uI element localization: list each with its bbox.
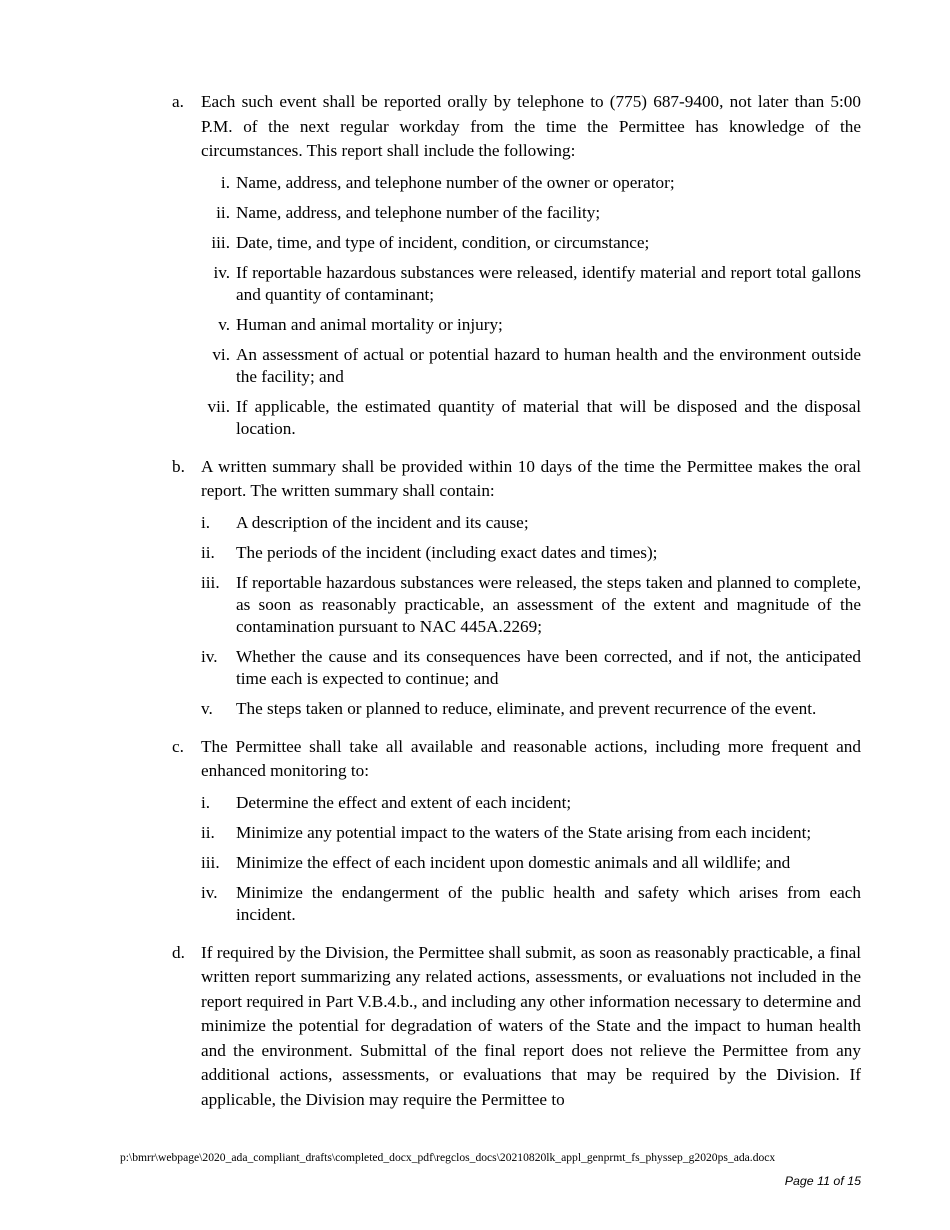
sublist-marker: i. (201, 512, 211, 532)
sublist-marker: i. (201, 792, 211, 812)
sublist-text: Minimize any potential impact to the waters of the State arising from each incident; (236, 822, 812, 842)
sublist-text: Minimize the effect of each incident upon domestic animals and all wildlife; and (236, 852, 791, 872)
sublist-text: If applicable, the estimated quantity of material that will be disposed and the disposal location. (236, 396, 861, 438)
sublist-text: A description of the incident and its cause; (236, 512, 529, 532)
sublist-text: Whether the cause and its consequences have been corrected, and if not, the anticipated time each is expected to continue; and (236, 646, 861, 688)
list-marker: b. (172, 456, 185, 476)
sublist-marker: iii. (201, 572, 220, 592)
sublist-marker: iv. (213, 262, 230, 282)
page-number: Page 11 of 15 (784, 1174, 861, 1188)
sublist-text: If reportable hazardous substances were released, the steps taken and planned to complete, as soon as reasonably practicable, an assessment of the extent and magnitude of the contamination pursuant to NAC 445A.2269; (236, 572, 861, 636)
sublist (201, 792, 861, 926)
sublist-marker: i. (220, 172, 230, 192)
sublist-item (201, 344, 861, 388)
sublist-marker: v. (218, 314, 230, 334)
list-item-c (172, 735, 861, 934)
sublist-text: Name, address, and telephone number of the facility; (236, 202, 601, 222)
sublist-marker: v. (201, 698, 213, 718)
sublist-item (201, 232, 861, 254)
sublist-text: Minimize the endangerment of the public health and safety which arises from each incident. (236, 882, 861, 924)
paragraph: If required by the Division, the Permittee shall submit, as soon as reasonably practicable, a final written report summarizing any related actions, assessments, or evaluations not included in the report required in Part V.B.4.b., and including any other information necessary to determine and minimize the potential for degradation of waters of the State and the impact to human health and the environment. Submittal of the final report does not relieve the Permittee from any additional actions, assessments, or evaluations that may be required by the Division. If applicable, the Division may require the Permittee to (201, 942, 861, 1109)
sublist-item (201, 542, 861, 564)
sublist-item (201, 792, 861, 814)
sublist-item (201, 822, 861, 844)
paragraph: A written summary shall be provided within 10 days of the time the Permittee makes the oral report. The written summary shall contain: (201, 456, 861, 500)
list-marker: d. (172, 942, 185, 962)
sublist-text: Determine the effect and extent of each incident; (236, 792, 572, 812)
document-body (172, 90, 861, 1119)
sublist-text: The steps taken or planned to reduce, eliminate, and prevent recurrence of the event. (236, 698, 817, 718)
sublist-text: Date, time, and type of incident, condition, or circumstance; (236, 232, 650, 252)
sublist-marker: iv. (201, 646, 218, 666)
sublist-marker: iv. (201, 882, 218, 902)
sublist-item (201, 698, 861, 720)
paragraph: The Permittee shall take all available and reasonable actions, including more frequent and enhanced monitoring to: (201, 736, 861, 780)
list-marker: a. (172, 92, 184, 111)
sublist-item (201, 262, 861, 306)
sublist-marker: iii. (211, 232, 230, 252)
sublist-item (201, 882, 861, 926)
sublist-marker: ii. (201, 822, 215, 842)
paragraph: Each such event shall be reported orally by telephone to (775) 687-9400, not later than 5:00 P.M. of the next regular workday from the time the Permittee has knowledge of the circumstances. This report shall include the following: (201, 92, 861, 160)
sublist-text: Human and animal mortality or injury; (236, 314, 503, 334)
sublist-item (201, 396, 861, 440)
sublist-item (201, 202, 861, 224)
sublist-item (201, 646, 861, 690)
sublist-text: An assessment of actual or potential hazard to human health and the environment outside the facility; and (236, 344, 861, 386)
sublist (201, 172, 861, 440)
sublist-marker: iii. (201, 852, 220, 872)
sublist-item (201, 512, 861, 534)
footer-file-path: p:\bmrr\webpage\2020_ada_compliant_drafts\completed_docx_pdf\regclos_docs\20210820lk_appl_genprmt_fs_physsep_g2020ps_ada.docx (120, 1151, 776, 1164)
sublist-marker: ii. (216, 202, 230, 222)
sublist-item (201, 572, 861, 638)
list-item-d (172, 941, 861, 1113)
list-marker: c. (172, 736, 184, 756)
sublist-item (201, 852, 861, 874)
sublist-item (201, 172, 861, 194)
sublist (201, 512, 861, 720)
sublist-text: If reportable hazardous substances were released, identify material and report total gallons and quantity of contaminant; (236, 262, 861, 304)
sublist-marker: ii. (201, 542, 215, 562)
sublist-item (201, 314, 861, 336)
list-item-b (172, 455, 861, 728)
sublist-text: The periods of the incident (including exact dates and times); (236, 542, 658, 562)
sublist-text: Name, address, and telephone number of the owner or operator; (236, 172, 675, 192)
list-item-a (172, 90, 861, 448)
sublist-marker: vi. (212, 344, 230, 364)
sublist-marker: vii. (207, 396, 230, 416)
